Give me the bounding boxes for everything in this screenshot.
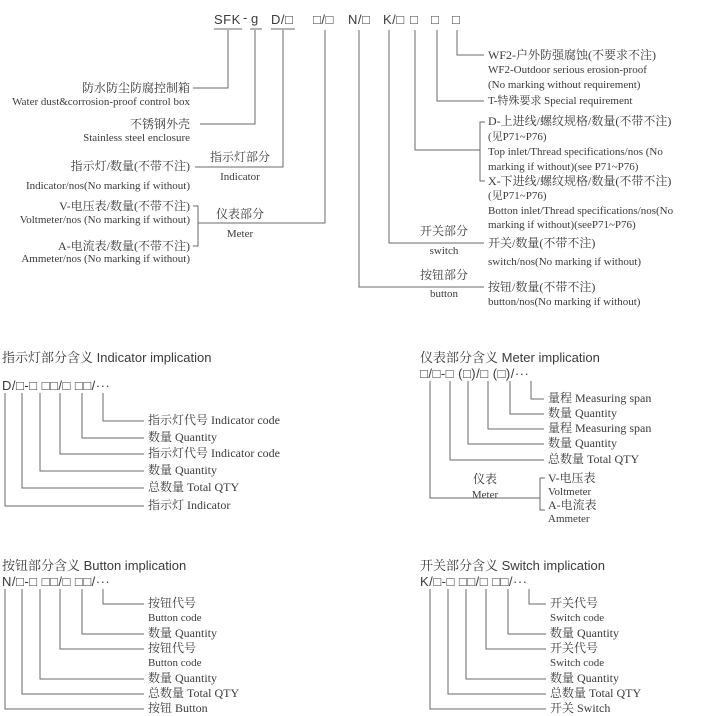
part-switch-en: switch bbox=[429, 245, 459, 257]
label-button-zh: 按钮/数量(不带不注) bbox=[488, 280, 596, 294]
button-connector-line bbox=[60, 589, 144, 649]
button-item: 总数量 Total QTY bbox=[148, 686, 240, 700]
label-x-en1: Botton inlet/Thread specifications/nos(No bbox=[488, 205, 674, 217]
meter-title: 仪表部分含义 Meter implication bbox=[420, 350, 600, 365]
indicator-connector-line bbox=[103, 393, 144, 421]
code-box-2: □ bbox=[431, 12, 440, 27]
label-switch-zh: 开关/数量(不带不注) bbox=[488, 236, 596, 250]
label-v-en: Voltmeter/nos (No marking if without) bbox=[19, 214, 190, 226]
switch-item: 开关代号 bbox=[550, 641, 599, 655]
line-sfk bbox=[193, 30, 228, 88]
meter-connector-line bbox=[468, 381, 544, 444]
button-item: 数量 Quantity bbox=[148, 626, 217, 640]
indicator-item: 总数量 Total QTY bbox=[148, 480, 240, 494]
label-v-zh: V-电压表/数量(不带不注) bbox=[59, 199, 190, 213]
meter-connector-line bbox=[450, 381, 544, 460]
indicator-title: 指示灯部分含义 Indicator implication bbox=[2, 350, 212, 365]
label-d-en2: marking if without)(see P71~P76) bbox=[488, 161, 639, 173]
label-button-en: button/nos(No marking if without) bbox=[488, 296, 641, 308]
indicator-item: 指示灯代号 Indicator code bbox=[148, 413, 280, 427]
line-d bbox=[195, 30, 283, 167]
label-box-en: Water dust&corrosion-proof control box bbox=[12, 96, 190, 108]
switch-item: Switch code bbox=[550, 657, 605, 669]
indicator-item: 数量 Quantity bbox=[148, 463, 217, 477]
meter-connector-line bbox=[488, 381, 544, 429]
meter-item: 总数量 Total QTY bbox=[548, 452, 640, 466]
meter-item: 数量 Quantity bbox=[548, 436, 617, 450]
switch-title: 开关部分含义 Switch implication bbox=[420, 558, 605, 573]
meter-connector-line bbox=[531, 381, 544, 399]
bracket-meter bbox=[193, 206, 198, 246]
indicator-code: D/□-□ □□/□ □□/··· bbox=[2, 378, 111, 393]
label-wf2-en2: (No marking without requirement) bbox=[488, 79, 641, 91]
indicator-item: 数量 Quantity bbox=[148, 430, 217, 444]
label-ind-zh: 指示灯/数量(不带不注) bbox=[70, 159, 190, 173]
code-k: K/□ bbox=[383, 12, 405, 27]
meter-connector-line bbox=[510, 381, 544, 414]
meter-v-zh: V-电压表 bbox=[548, 471, 596, 485]
code-d: D/□ bbox=[271, 12, 294, 27]
switch-connector-line bbox=[508, 589, 546, 634]
button-item: Button code bbox=[148, 612, 202, 624]
switch-item: Switch code bbox=[550, 612, 605, 624]
code-sep: - bbox=[243, 10, 248, 25]
label-x-zh: X-下进线/螺纹规格/数量(不带不注) bbox=[488, 174, 672, 188]
label-wf2-en1: WF2-Outdoor serious erosion-proof bbox=[488, 64, 647, 76]
switch-item: 开关 Switch bbox=[550, 701, 611, 715]
button-item: 按钮 Button bbox=[148, 701, 208, 715]
line-b1 bbox=[415, 30, 480, 150]
meter-a-en: Ammeter bbox=[548, 513, 590, 525]
label-d-zh: D-上进线/螺纹规格/数量(不带不注) bbox=[488, 114, 672, 128]
indicator-connector-line bbox=[82, 393, 144, 438]
part-indicator-zh: 指示灯部分 bbox=[209, 150, 270, 164]
switch-connector-line bbox=[529, 589, 546, 604]
code-box-1: □ bbox=[410, 12, 419, 27]
meter-item: 数量 Quantity bbox=[548, 406, 617, 420]
code-n: N/□ bbox=[348, 12, 371, 27]
indicator-item: 指示灯 Indicator bbox=[148, 498, 231, 512]
meter-meter-zh: 仪表 bbox=[472, 472, 497, 486]
meter-meter-en: Meter bbox=[471, 489, 499, 501]
label-t: T-特殊要求 Special requirement bbox=[488, 95, 633, 107]
meter-item: 量程 Measuring span bbox=[548, 391, 652, 405]
indicator-item: 指示灯代号 Indicator code bbox=[148, 446, 280, 460]
code-meter: □/□ bbox=[313, 12, 334, 27]
switch-connector-line bbox=[448, 589, 546, 694]
button-item: 数量 Quantity bbox=[148, 671, 217, 685]
label-a-zh: A-电流表/数量(不带不注) bbox=[58, 239, 190, 253]
meter-code: □/□-□ (□)/□ (□)/··· bbox=[420, 366, 530, 381]
label-wf2-zh: WF2-户外防强腐蚀(不要求不注) bbox=[488, 48, 656, 62]
bracket-dx bbox=[480, 122, 485, 181]
button-item: Button code bbox=[148, 657, 202, 669]
switch-item: 开关代号 bbox=[550, 596, 599, 610]
button-connector-line bbox=[103, 589, 144, 604]
button-item: 按钮代号 bbox=[148, 596, 197, 610]
code-box-3: □ bbox=[452, 12, 461, 27]
button-title: 按钮部分含义 Button implication bbox=[2, 558, 187, 573]
code-g: g bbox=[251, 11, 259, 26]
label-ind-en: Indicator/nos(No marking if without) bbox=[25, 180, 190, 192]
line-meter bbox=[198, 30, 325, 223]
meter-item: 量程 Measuring span bbox=[548, 421, 652, 435]
part-indicator-en: Indicator bbox=[220, 171, 260, 183]
label-switch-en: switch/nos(No marking if without) bbox=[488, 256, 642, 268]
part-meter-en: Meter bbox=[226, 228, 254, 240]
label-d-en1: Top inlet/Thread specifications/nos (No bbox=[488, 146, 663, 158]
switch-item: 数量 Quantity bbox=[550, 671, 619, 685]
part-button-zh: 按钮部分 bbox=[419, 268, 468, 282]
line-b3 bbox=[457, 30, 484, 55]
part-button-en: button bbox=[429, 288, 459, 300]
switch-connector-line bbox=[486, 589, 546, 649]
line-b2 bbox=[437, 30, 484, 101]
part-meter-zh: 仪表部分 bbox=[215, 207, 264, 221]
label-x-ref: (见P71~P76) bbox=[488, 190, 547, 202]
switch-item: 数量 Quantity bbox=[550, 626, 619, 640]
indicator-connector-line bbox=[5, 393, 144, 506]
meter-v-en: Voltmeter bbox=[548, 486, 592, 498]
indicator-connector-line bbox=[60, 393, 144, 454]
label-d-ref: (见P71~P76) bbox=[488, 131, 547, 143]
button-connector-line bbox=[82, 589, 144, 634]
label-x-en2: marking if without)(seeP71~P76) bbox=[488, 219, 636, 231]
part-switch-zh: 开关部分 bbox=[419, 224, 468, 238]
bracket-v-a bbox=[540, 478, 545, 510]
meter-a-zh: A-电流表 bbox=[548, 498, 597, 512]
label-ss-zh: 不锈钢外壳 bbox=[129, 117, 190, 131]
switch-code: K/□-□ □□/□ □□/··· bbox=[420, 574, 528, 589]
button-code: N/□-□ □□/□ □□/··· bbox=[2, 574, 111, 589]
label-a-en: Ammeter/nos (No marking if without) bbox=[21, 253, 190, 265]
label-ss-en: Stainless steel enclosure bbox=[83, 132, 190, 144]
switch-item: 总数量 Total QTY bbox=[550, 686, 642, 700]
button-item: 按钮代号 bbox=[148, 641, 197, 655]
indicator-connector-line bbox=[40, 393, 144, 471]
label-box-zh: 防水防尘防腐控制箱 bbox=[81, 81, 190, 95]
code-prefix: SFK bbox=[214, 12, 241, 27]
